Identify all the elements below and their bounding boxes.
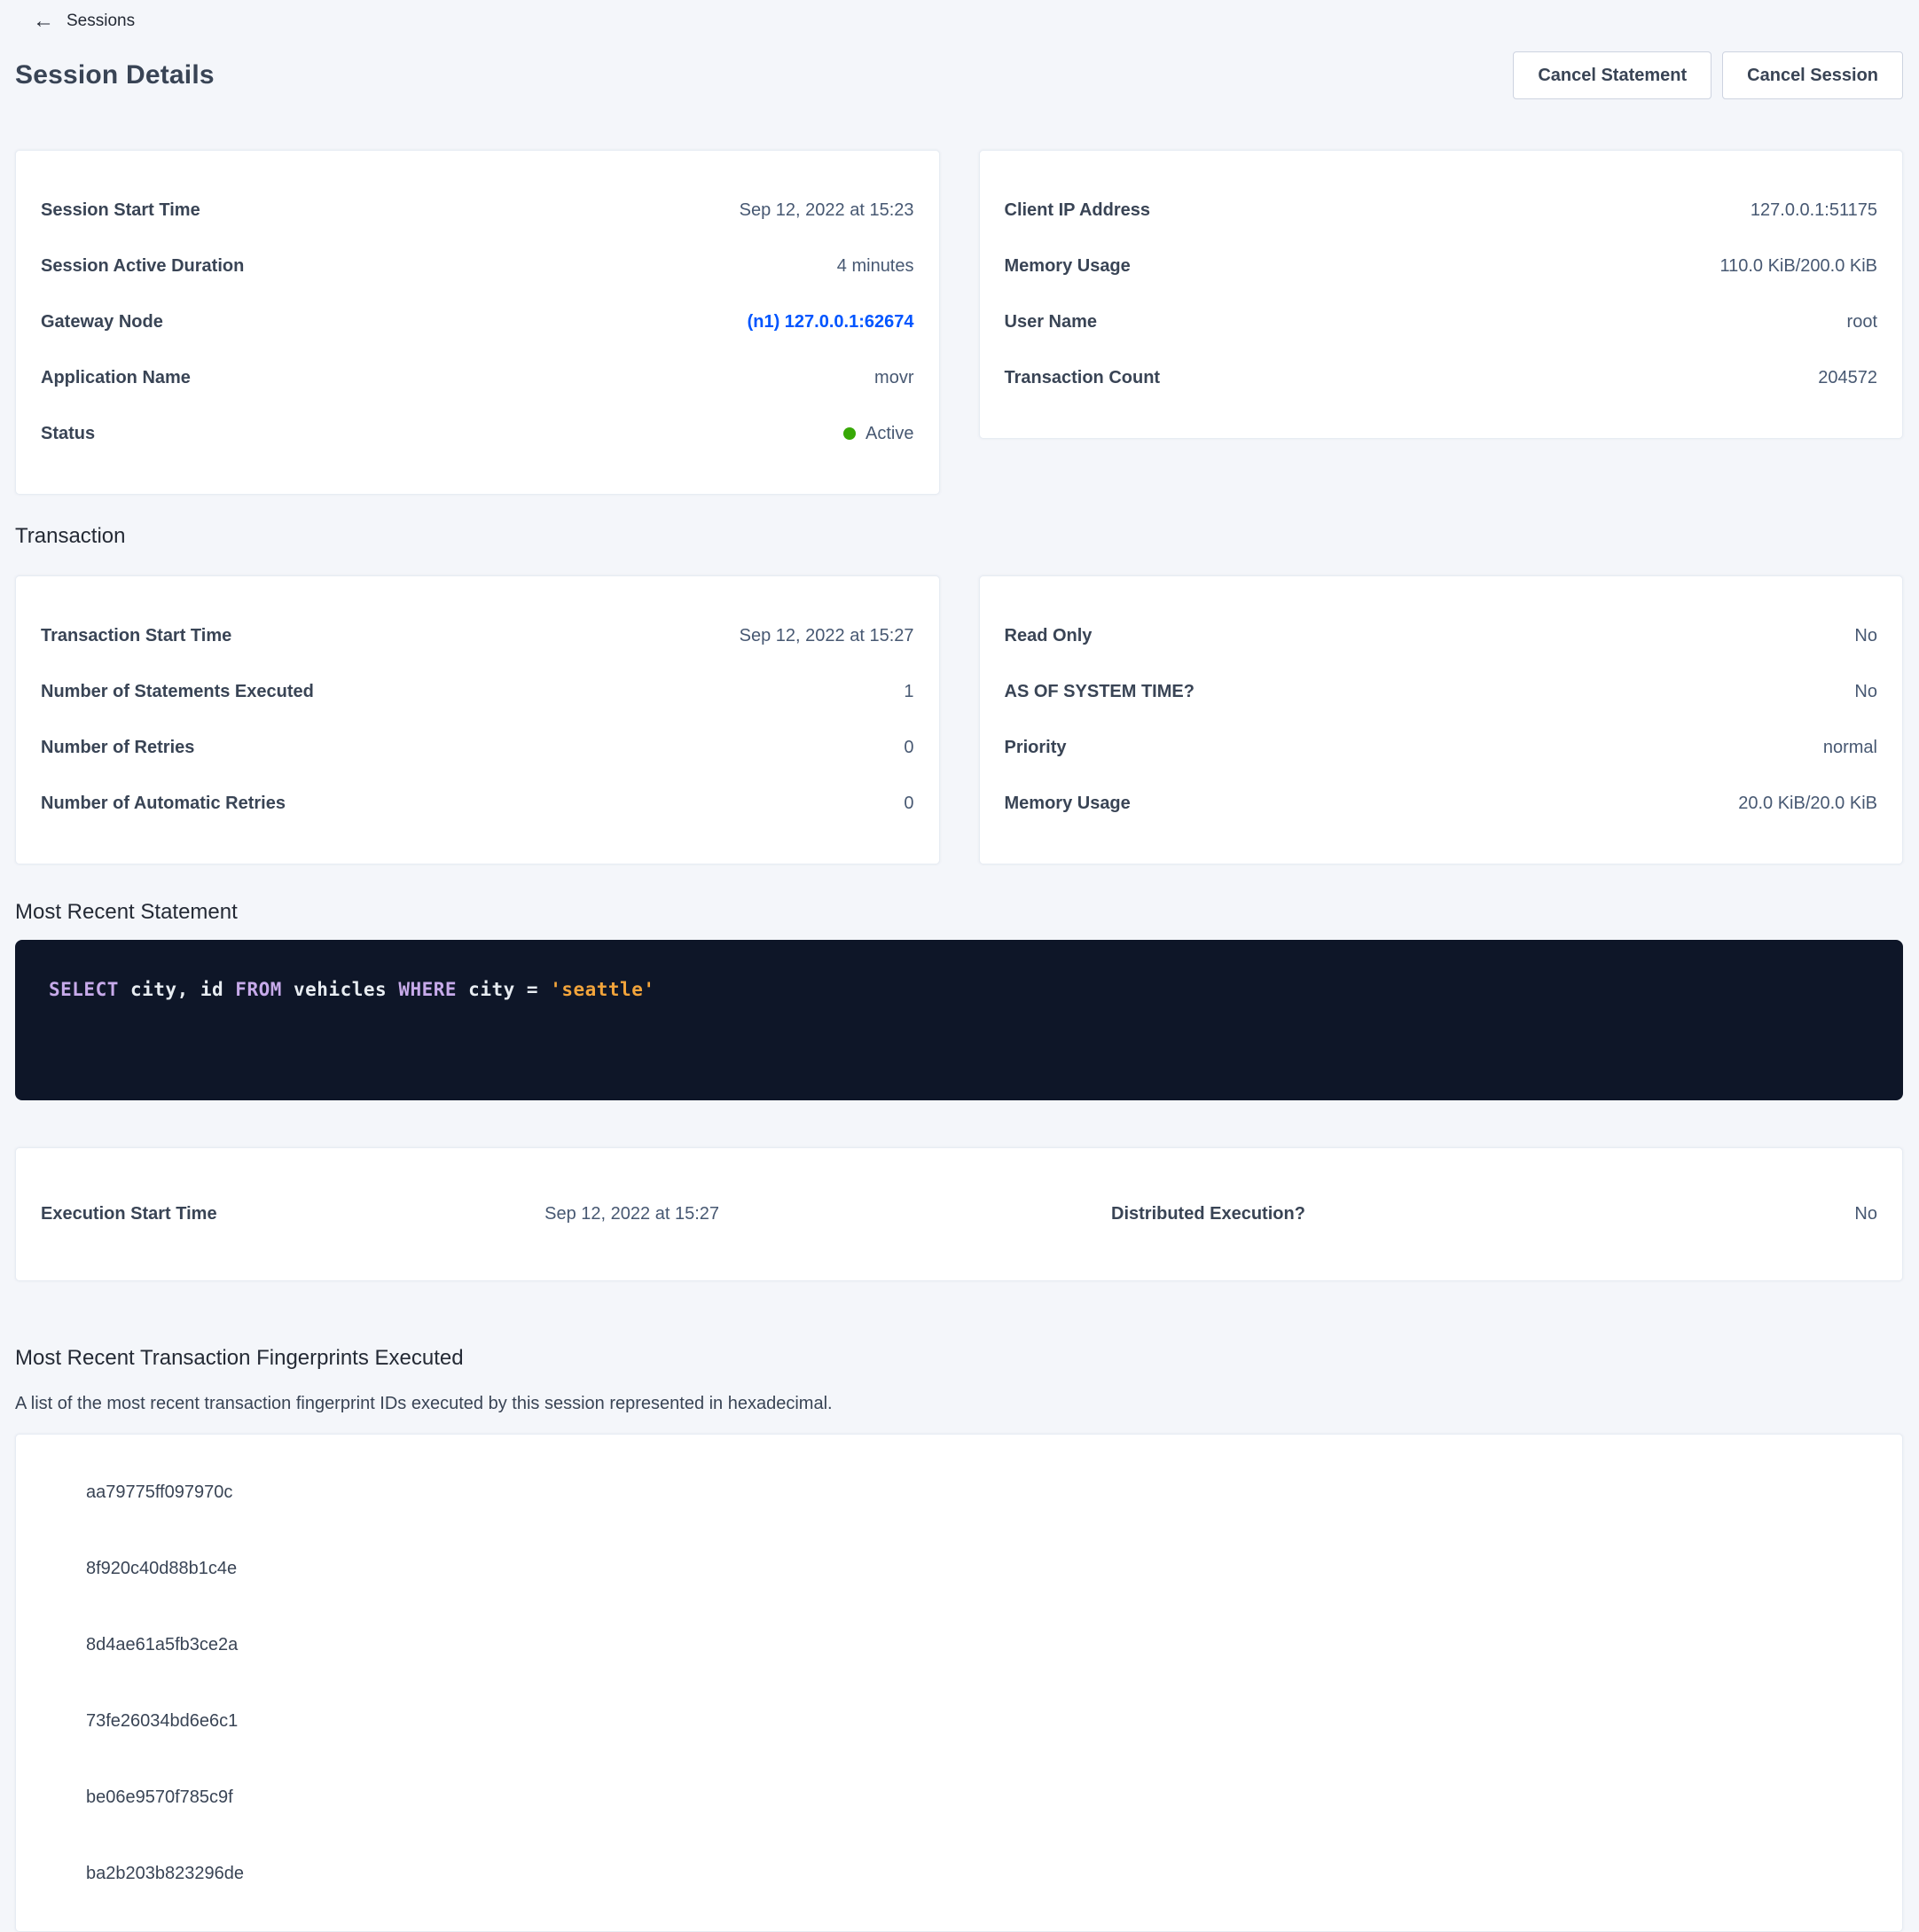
cancel-statement-button[interactable]: Cancel Statement [1513,51,1711,99]
retries-label: Number of Retries [41,738,195,757]
cancel-session-button[interactable]: Cancel Session [1722,51,1903,99]
execution-summary-row [41,1186,1877,1242]
fingerprint-row [86,1454,1877,1530]
fingerprint-row [86,1607,1877,1683]
sql-token: city, id [118,979,236,1000]
sql-token: WHERE [398,979,458,1000]
fingerprint-id: ba2b203b823296de [86,1863,244,1883]
application-name-label: Application Name [41,368,191,387]
execution-start-time-value: Sep 12, 2022 at 15:27 [544,1204,719,1224]
sql-token: vehicles [281,979,399,1000]
retries-row [41,720,914,776]
as-of-system-time-value: No [1854,682,1877,701]
as-of-system-time-label: AS OF SYSTEM TIME? [1004,682,1194,701]
session-start-time-value: Sep 12, 2022 at 15:23 [739,200,914,220]
status-badge [843,424,913,444]
statements-executed-value: 1 [904,682,914,701]
automatic-retries-row [41,776,914,832]
txn-memory-usage-label: Memory Usage [1004,794,1131,813]
user-name-value: root [1846,312,1877,332]
status-active-dot-icon [843,427,856,440]
fingerprint-row [86,1530,1877,1607]
fingerprints-section-heading: Most Recent Transaction Fingerprints Executed [15,1346,464,1370]
client-ip-label: Client IP Address [1004,200,1150,220]
distributed-execution-label: Distributed Execution? [1111,1204,1305,1224]
gateway-node-row [41,294,914,350]
transaction-card-right [979,575,1904,864]
session-memory-usage-value: 110.0 KiB/200.0 KiB [1719,256,1877,276]
sql-token: SELECT [49,979,119,1000]
session-summary-card-left [15,150,940,495]
session-start-time-row [41,183,914,239]
fingerprints-description: A list of the most recent transaction fingerprint IDs executed by this session represented in hexadecimal. [15,1394,833,1413]
fingerprint-row [86,1683,1877,1759]
execution-summary-card [15,1147,1903,1281]
status-value: Active [866,424,914,443]
fingerprint-row [86,1759,1877,1835]
session-active-duration-row [41,239,914,294]
sql-token: 'seattle' [550,979,655,1000]
user-name-label: User Name [1004,312,1098,332]
read-only-value: No [1854,626,1877,645]
fingerprint-id: aa79775ff097970c [86,1482,233,1502]
transaction-summary-row [15,575,1903,864]
sql-token: city = [457,979,551,1000]
statements-executed-label: Number of Statements Executed [41,682,314,701]
read-only-row [1005,608,1878,664]
execution-start-time-label: Execution Start Time [41,1204,217,1224]
fingerprint-row [86,1835,1877,1912]
fingerprints-card [15,1434,1903,1932]
distributed-execution-value: No [1854,1204,1877,1224]
transaction-count-value: 204572 [1818,368,1877,387]
priority-label: Priority [1004,738,1067,757]
transaction-section-heading: Transaction [15,524,126,548]
automatic-retries-value: 0 [904,794,914,813]
session-memory-usage-row [1005,239,1878,294]
gateway-node-label: Gateway Node [41,312,163,332]
status-label: Status [41,424,96,443]
client-ip-value: 127.0.0.1:51175 [1750,200,1877,220]
title-row [15,51,1903,99]
gateway-node-link[interactable]: (n1) 127.0.0.1:62674 [747,312,914,332]
transaction-count-label: Transaction Count [1004,368,1161,387]
session-summary-row [15,150,1903,495]
transaction-start-time-label: Transaction Start Time [41,626,232,645]
read-only-label: Read Only [1004,626,1093,645]
session-start-time-label: Session Start Time [41,200,200,220]
most-recent-statement-heading: Most Recent Statement [15,900,238,924]
fingerprint-id: be06e9570f785c9f [86,1787,233,1807]
txn-memory-usage-row [1005,776,1878,832]
txn-memory-usage-value: 20.0 KiB/20.0 KiB [1738,794,1877,813]
statements-executed-row [41,664,914,720]
back-to-sessions-link[interactable] [15,5,135,32]
retries-value: 0 [904,738,914,757]
sql-statement-code [49,979,654,1000]
back-arrow-icon: ← [33,9,54,33]
fingerprint-id: 73fe26034bd6e6c1 [86,1710,239,1731]
fingerprint-id: 8f920c40d88b1c4e [86,1558,238,1578]
sql-statement-box [15,940,1903,1100]
application-name-row [41,350,914,406]
client-ip-row [1005,183,1878,239]
page-title: Session Details [15,60,215,90]
automatic-retries-label: Number of Automatic Retries [41,794,286,813]
session-active-duration-label: Session Active Duration [41,256,245,276]
user-name-row [1005,294,1878,350]
application-name-value: movr [874,368,914,387]
status-row [41,406,914,462]
transaction-start-time-row [41,608,914,664]
session-memory-usage-label: Memory Usage [1004,256,1131,276]
session-summary-card-right [979,150,1904,439]
back-link-label: Sessions [67,12,136,30]
transaction-start-time-value: Sep 12, 2022 at 15:27 [739,626,914,645]
action-buttons [1513,51,1903,99]
session-active-duration-value: 4 minutes [836,256,914,276]
priority-value: normal [1822,738,1877,757]
priority-row [1005,720,1878,776]
sql-token: FROM [235,979,282,1000]
fingerprint-id: 8d4ae61a5fb3ce2a [86,1634,239,1654]
transaction-count-row [1005,350,1878,406]
as-of-system-time-row [1005,664,1878,720]
transaction-card-left [15,575,940,864]
